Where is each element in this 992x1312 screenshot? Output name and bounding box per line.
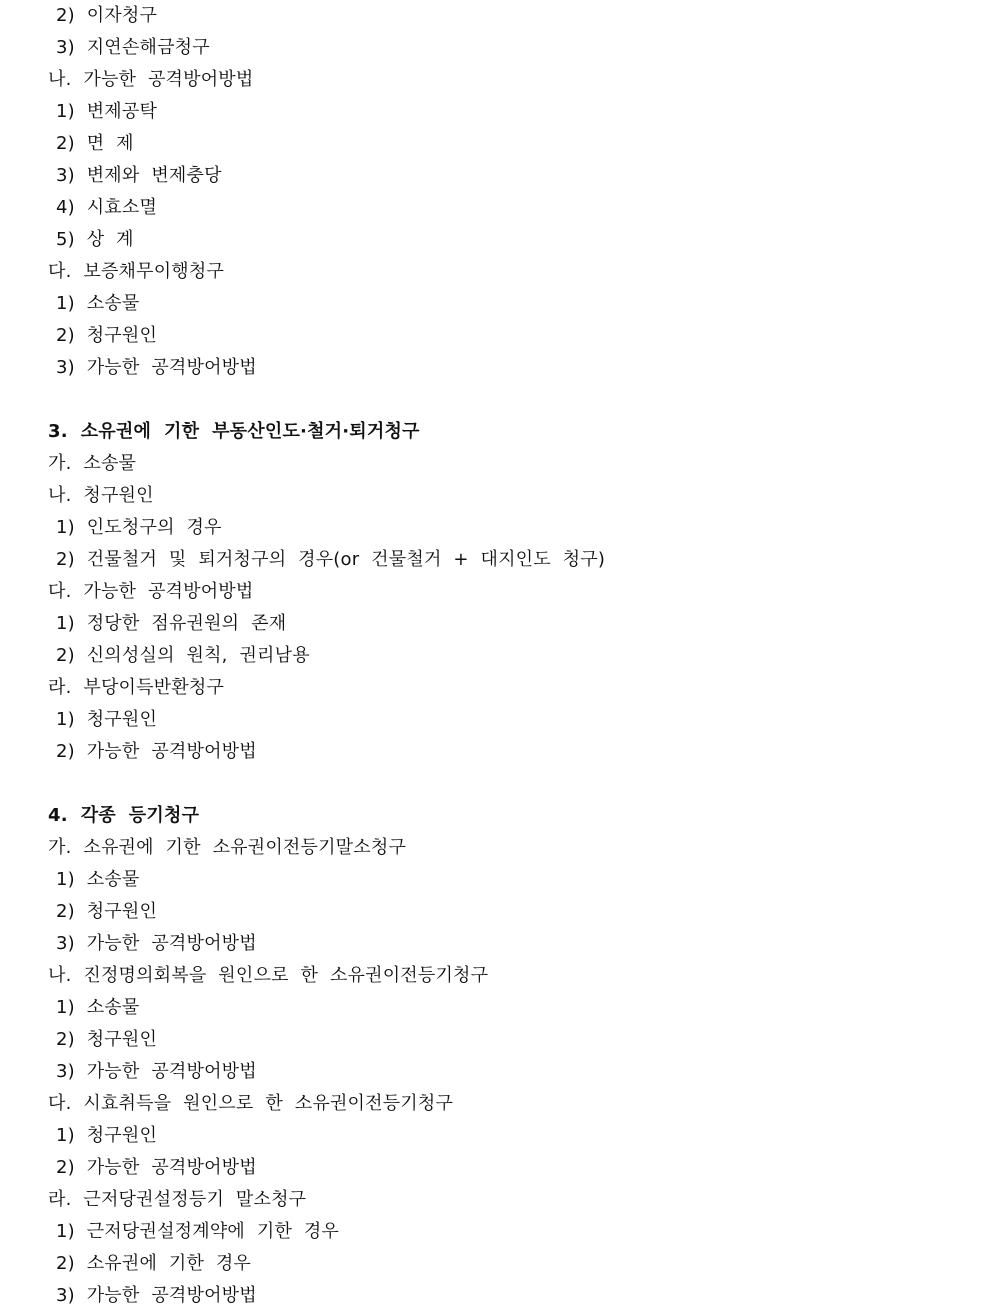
document-body <box>48 0 968 1312</box>
outline-subitem: 2) 청구원인 <box>56 1029 158 1050</box>
outline-subitem: 1) 변제공탁 <box>56 101 158 122</box>
outline-subitem: 3) 가능한 공격방어방법 <box>56 933 257 954</box>
outline-item: 라. 부당이득반환청구 <box>48 677 225 698</box>
section-heading: 4. 각종 등기청구 <box>48 805 200 826</box>
outline-item: 라. 근저당권설정등기 말소청구 <box>48 1189 307 1210</box>
blank-line <box>48 768 968 800</box>
outline-subitem: 3) 가능한 공격방어방법 <box>56 1285 257 1306</box>
outline-subitem: 2) 소유권에 기한 경우 <box>56 1253 252 1274</box>
outline-subitem: 2) 신의성실의 원칙, 권리남용 <box>56 645 310 666</box>
outline-subitem: 1) 정당한 점유권원의 존재 <box>56 613 287 634</box>
outline-subitem: 2) 청구원인 <box>56 325 158 346</box>
outline-subitem: 1) 소송물 <box>56 293 140 314</box>
section-heading: 3. 소유권에 기한 부동산인도·철거·퇴거청구 <box>48 421 420 442</box>
outline-subitem: 2) 가능한 공격방어방법 <box>56 741 257 762</box>
outline-subitem: 2) 청구원인 <box>56 901 158 922</box>
outline-subitem: 3) 지연손해금청구 <box>56 37 210 58</box>
outline-subitem: 2) 가능한 공격방어방법 <box>56 1157 257 1178</box>
outline-item: 나. 가능한 공격방어방법 <box>48 69 254 90</box>
outline-subitem: 3) 가능한 공격방어방법 <box>56 1061 257 1082</box>
outline-item: 가. 소송물 <box>48 453 137 474</box>
outline-item: 다. 보증채무이행청구 <box>48 261 225 282</box>
outline-subitem: 1) 인도청구의 경우 <box>56 517 222 538</box>
outline-subitem: 2) 면 제 <box>56 133 134 154</box>
outline-subitem: 2) 이자청구 <box>56 5 158 26</box>
outline-subitem: 4) 시효소멸 <box>56 197 158 218</box>
blank-line <box>48 384 968 416</box>
outline-subitem: 1) 소송물 <box>56 997 140 1018</box>
outline-item: 나. 진정명의회복을 원인으로 한 소유권이전등기청구 <box>48 965 489 986</box>
outline-item: 다. 가능한 공격방어방법 <box>48 581 254 602</box>
outline-subitem: 1) 소송물 <box>56 869 140 890</box>
outline-item: 나. 청구원인 <box>48 485 154 506</box>
outline-item: 가. 소유권에 기한 소유권이전등기말소청구 <box>48 837 407 858</box>
outline-item: 다. 시효취득을 원인으로 한 소유권이전등기청구 <box>48 1093 454 1114</box>
outline-subitem: 3) 변제와 변제충당 <box>56 165 222 186</box>
outline-subitem: 2) 건물철거 및 퇴거청구의 경우(or 건물철거 + 대지인도 청구) <box>56 549 606 570</box>
outline-subitem: 3) 가능한 공격방어방법 <box>56 357 257 378</box>
outline-subitem: 5) 상 계 <box>56 229 134 250</box>
outline-subitem: 1) 근저당권설정계약에 기한 경우 <box>56 1221 340 1242</box>
outline-subitem: 1) 청구원인 <box>56 1125 158 1146</box>
outline-subitem: 1) 청구원인 <box>56 709 158 730</box>
